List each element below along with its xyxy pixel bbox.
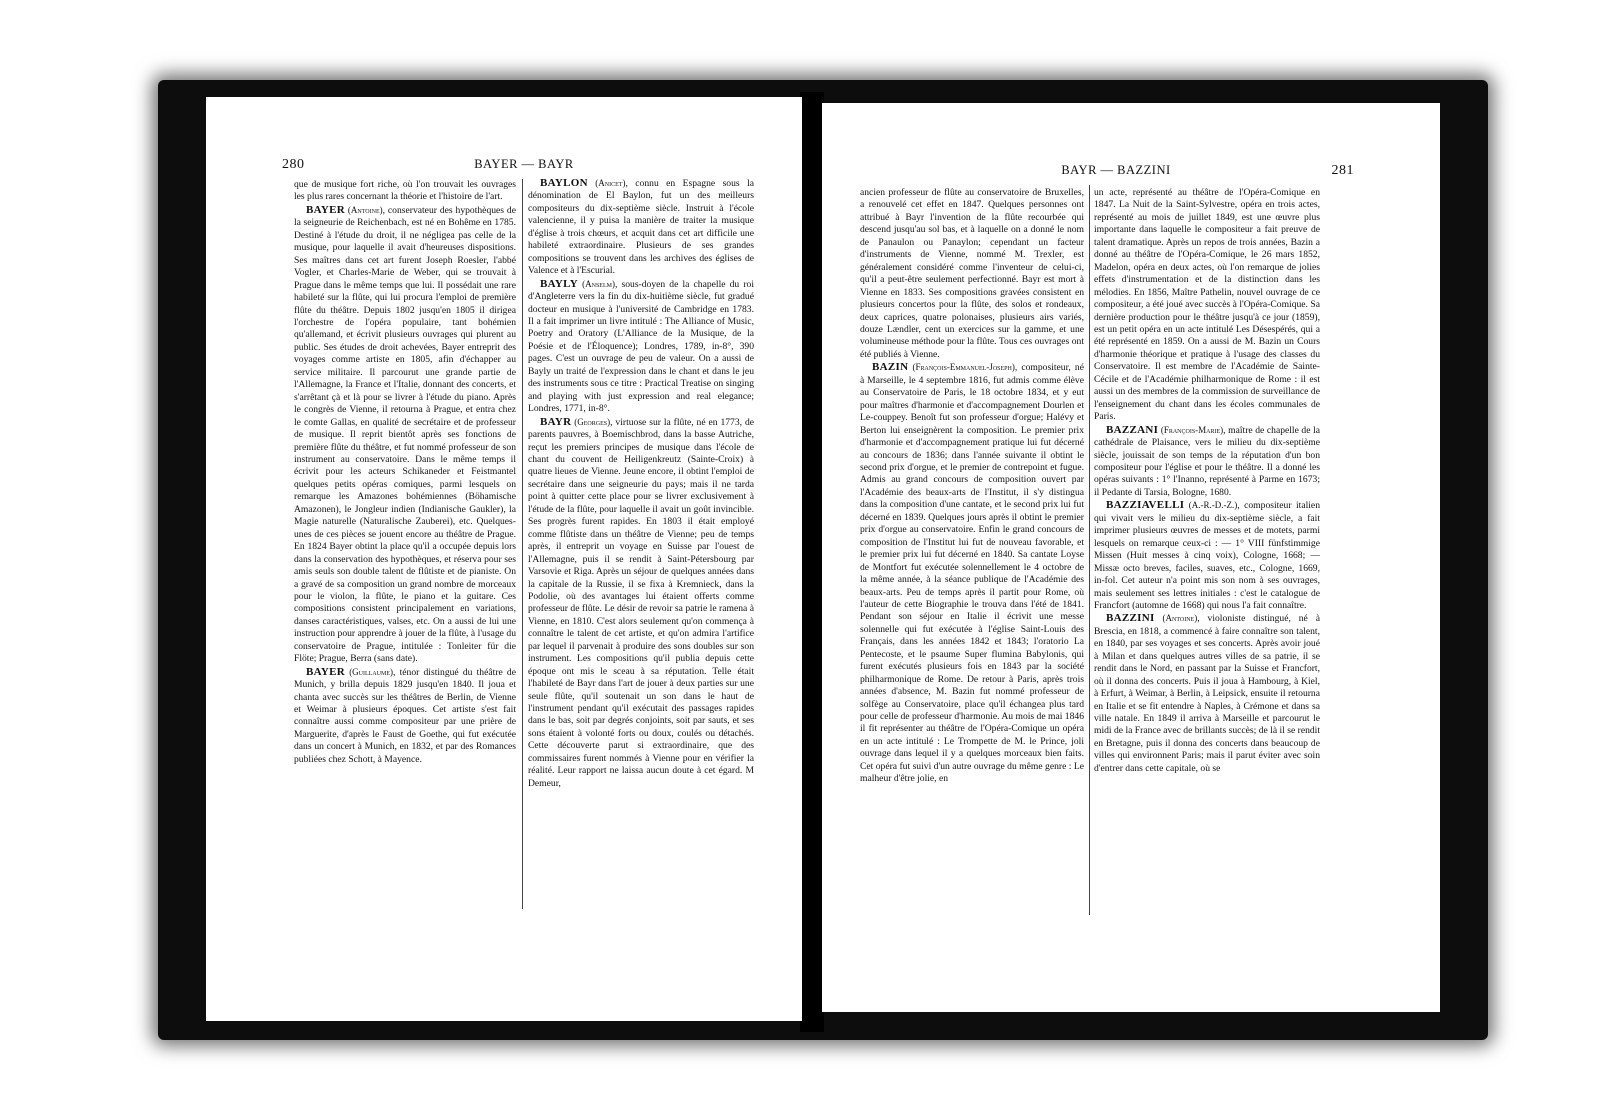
left-column-2 (528, 177, 754, 790)
right-column-1 (860, 187, 1084, 786)
headword: BAYR (540, 415, 572, 428)
book-gutter (800, 92, 824, 1032)
entry-text: , conservateur des hypothèques de la seigneurie de Reichenbach, est né en Bohême en 1785. Destiné à l'étude du droit, il ne négligea pas celle de la musique, pour laquelle il avait d'heureuses dispositions. Ses maîtres dans cet art furent Joseph Roesler, l'abbé Vogler, et Charles-Marie de Weber, qui se trouvait à Prague dans le même temps que lui. Il possédait une rare habileté sur la flûte, qui lui procura l'emploi de première flûte du théâtre. Depuis 1802 jusqu'en 1805 il dirigea l'orchestre de l'opéra populaire, tant bohémien qu'allemand, et écrivit plusieurs ouvrages qui plurent au public. Ses études de droit achevées, Bayer entreprit des voyages comme artiste en 1805, afin d'échapper au service militaire. Il parcourut une grande partie de l'Allemagne, la France et l'Italie, donnant des concerts, et s'arrêtant çà et là pour se livrer à l'étude du piano. Après le congrès de Vienne, il retourna à Prague, et entra chez le comte Gallas, en qualité de secrétaire et de professeur de musique. Il reprit bientôt après ses fonctions de première flûte du théâtre, et fut nommé professeur de son instrument au conservatoire. Dans le même temps il écrivit pour les acteurs Schikaneder et Feistmantel quelques petits opéras comiques, parmi lesquels on remarque les Amazones bohémiennes (Böhamische Amazonen), le Jongleur indien (Indianische Gaukler), la Magie naturelle (Naturalische Zauberei), etc. Quelques-unes de ces pièces se jouent encore au théâtre de Prague. En 1824 Bayer obtint la place qu'il a occupée depuis lors dans la conservation des hypothèques, et réserva pour ses amis seuls son double talent de flûtiste et de pianiste. On a gravé de sa composition un grand nombre de morceaux pour le violon, la flûte, le piano et la guitare. Ces compositions consistent principalement en variations, danses caractéristiques, valses, etc. On a aussi de lui une instruction pour apprendre à jouer de la flûte, à l'usage du conservatoire de Prague, intitulée : Tonleiter für die Flöte; Prague, Berra (sans date). (294, 204, 516, 665)
entry-text: , connu en Espagne sous la dénomination de El Baylon, fut un des meilleurs compositeurs du dix-septième siècle. Instruit à l'école valencienne, il y puisa la manière de traiter la musique d'église à trois chœurs, et acquit dans cet art difficile une habileté extraordinaire. Plusieurs de ses grandes compositions se trouvent dans les archives des églises de Valence et à l'Escurial. (528, 178, 754, 277)
entry-text: , violoniste distingué, né à Brescia, en 1818, a commencé à faire connaître son talent, en 1840, par ses voyages et ses concerts. Après avoir joué à Milan et dans quelques autres villes de sa patrie, il se rendit dans le Nord, en passant par la Suisse et Francfort, où il donna des concerts. Puis il joua à Hambourg, à Kiel, à Erfurt, à Weimar, à Berlin, à Leipsick, ensuite il retourna en Italie et se fit entendre à Naples, à Crémone et dans sa ville natale. En 1849 il arriva à Marseille et parcourut le midi de la France avec de brillants succès; de là il se rendit en Bretagne, puis il donna des concerts dans beaucoup de villes qui environnent Paris; mais il parut éviter avec soin d'entrer dans cette capitale, où se (1094, 613, 1320, 774)
headword: BAYLY (540, 277, 578, 290)
entry-continuation (1094, 187, 1320, 424)
headword-qualifier: (François-Emmanuel-Joseph) (912, 362, 1015, 373)
entry-text: , sous-doyen de la chapelle du roi d'Angleterre vers la fin du dix-huitième siècle, fut gradué docteur en musique à l'université de Cambridge en 1783. Il a fait imprimer un livre intitulé : The Alliance of Music, Poetry and Oratory (L'Alliance de la Musique, de la Poésie et de l'Éloquence); Londres, 1789, in-8°, 390 pages. C'est un ouvrage de peu de valeur. On a aussi de Bayly un traité de l'expression dans le chant et dans le jeu des instruments sous ce titre : Practical Treatise on singing and playing with just expression and real elegance; Londres, 1771, in-8°. (528, 278, 754, 415)
entry-text: , ténor distingué du théâtre de Munich, y brilla depuis 1829 jusqu'en 1840. Il joua et chanta avec succès sur les théâtres de Berlin, de Vienne et Weimar à plusieurs époques. Cet artiste s'est fait connaître aussi comme compositeur par une prière de Marguerite, d'après le Faust de Goethe, qui fut exécutée dans un concert à Munich, en 1832, et par des Romances publiées chez Schott, à Mayence. (294, 666, 516, 765)
entry-text: , compositeur, né à Marseille, le 4 septembre 1816, fut admis comme élève au Conservatoire de Paris, le 18 octobre 1834, et y eut pour maîtres d'harmonie et d'accompagnement Dourlen et Le-couppey. Benoît fut son professeur d'orgue; Halévy et Berton lui enseignèrent la composition. Le premier prix d'harmonie et d'accompagnement pratique lui fut décerné au concours de 1836; dans l'année suivante il obtint le second prix d'orgue, et le premier de contrepoint et fugue. Admis au grand concours de composition ouvert par l'Académie des beaux-arts de l'Institut, il s'y distingua dans la composition d'une cantate, et le second prix lui fut décerné en 1839. Quelques jours après il obtint le premier prix d'orgue au conservatoire. Enfin le grand concours de composition de l'Institut lui fut de nouveau favorable, et le premier prix lui fut décerné en 1840. Sa cantate Loyse de Montfort fut exécutée solennellement le 4 octobre de la même année, à la séance publique de l'Académie des beaux-arts. Peu de temps après il partit pour Rome, où l'auteur de cette Biographie le trouva dans l'été de 1841. Pendant son séjour en Italie il écrivit une messe solennelle qui fut exécutée à l'église Saint-Louis des Français, dans les années 1842 et 1843; l'oratorio La Pentecoste, et le psaume Super flumina Babylonis, qui furent exécutés plusieurs fois en 1843 par la société philharmonique de Rome. De retour à Paris, après trois années d'absence, M. Bazin fut nommé professeur de solfège au Conservatoire, place qu'il échangea plus tard pour celle de professeur d'harmonie. Au mois de mai 1846 il fit représenter au théâtre de l'Opéra-Comique un opéra en un acte intitulé : Le Trompette de M. le Prince, joli ouvrage dans lequel il y a quelques morceaux bien faits. Cet opéra fut suivi d'un autre ouvrage du même genre : Le malheur d'être jolie, en (860, 362, 1084, 785)
headword: BAZIN (872, 361, 909, 374)
left-page (206, 97, 802, 1021)
entry-text: que de musique fort riche, où l'on trouvait les ouvrages les plus rares concernant la théorie et l'histoire de l'art. (294, 179, 516, 203)
entry-bayr (528, 416, 754, 791)
entry-text: , compositeur italien qui vivait vers le milieu du dix-septième siècle, a fait imprimer plusieurs œuvres de messes et de motets, parmi lesquels on remarque ceux-ci : — 1° VIII fünfstimmige Missen (Huit messes à cinq voix), Cologne, 1668; — Missæ octo breves, faciles, suaves, etc., Cologne, 1669, in-fol. Cet auteur n'a point mis son nom à ses ouvrages, mais seulement ses lettres initiales : c'est le catalogue de Francfort (automne de 1668) qui nous l'a fait connaître. (1094, 500, 1320, 611)
headword-qualifier: (Guillaume) (349, 666, 394, 677)
entry-bazzani (1094, 424, 1320, 500)
left-running-head (206, 157, 802, 175)
entry-continuation (294, 179, 516, 204)
entry-bazin (860, 361, 1084, 785)
left-column-1 (294, 179, 516, 766)
headword: BAYER (306, 203, 345, 216)
right-column-rule (1089, 185, 1090, 915)
headword: BAZZIAVELLI (1106, 499, 1185, 512)
entry-text: , virtuose sur la flûte, né en 1773, de parents pauvres, à Boemischbrod, dans la basse Autriche, reçut les premiers principes de musique dans l'école de chant du couvent de Heiligenkreutz (Sainte-Croix) à quatre lieues de Vienne. Jeune encore, il obtint l'emploi de secrétaire dans une seigneurie du pays; mais il ne tarda point à quitter cette place pour se livrer exclusivement à l'étude de la flûte, pour laquelle il avait un goût invincible. Ses progrès furent rapides. En 1803 il était employé comme flûtiste dans un théâtre de Vienne; peu de temps après, il entreprit un voyage en Suisse par l'ouest de l'Allemagne, puis il se rendit à Saint-Pétersbourg par Varsovie et Riga. Après un séjour de quelques années dans la capitale de la Russie, il se fixa à Kremnieck, dans la Podolie, où des avantages lui étaient offerts comme professeur de flûte. Le désir de revoir sa patrie le ramena à Vienne, en 1810. C'est alors seulement qu'on commença à connaître le talent de cet artiste, et qu'on admira l'artifice par lequel il parvenait à produire des sons doubles sur son instrument. Les compositions qu'il publia depuis cette époque ont mis le sceau à sa réputation. Telle était l'habileté de Bayr dans l'art de jouer à deux parties sur une seule flûte, qu'il soutenait un son dans le haut de l'instrument pendant qu'il exécutait des passages rapides dans le bas, soit par degrés conjoints, soit par sauts, et ses sons étaient à volonté forts ou doux, coulés ou détachés. Cette découverte parut si extraordinaire, que des commissaires furent nommés à Vienne pour en vérifier la réalité. Leur rapport ne laissa aucun doute à cet égard. M Demeur, (528, 416, 754, 789)
entry-text: , maître de chapelle de la cathédrale de Plaisance, vers le milieu du dix-septième siècle, jouissait de son temps de la réputation d'un bon compositeur pour l'église et pour le théâtre. Il a donné les opéras suivants : 1° l'Inanno, représenté à Parme en 1673; il Pedante di Tarsia, Bologne, 1680. (1094, 424, 1320, 498)
left-page-number: 280 (282, 157, 305, 172)
entry-continuation (860, 187, 1084, 361)
entry-bayer-antoine (294, 204, 516, 666)
entry-bazzini (1094, 612, 1320, 775)
right-page-number: 281 (1331, 163, 1354, 178)
headword: BAZZINI (1106, 612, 1155, 625)
right-running-title: BAYR — BAZZINI (1061, 163, 1171, 177)
left-column-rule (522, 179, 523, 909)
left-running-title: BAYER — BAYR (474, 157, 574, 171)
entry-bazziavelli (1094, 499, 1320, 612)
headword: BAZZANI (1106, 423, 1159, 436)
headword-qualifier: (Anselm) (582, 278, 615, 289)
entry-text: un acte, représenté au théâtre de l'Opéra-Comique en 1847. La Nuit de la Saint-Sylvestre, opéra en trois actes, représenté au mois de juillet 1849, est une œuvre plus importante dans laquelle le compositeur a fait preuve de talent dramatique. Après un repos de trois années, Bazin a donné au théâtre de l'Opéra-Comique, le 26 mars 1852, Madelon, opéra en deux actes, où l'on remarque de jolies effets d'instrumentation et de la distinction dans les mélodies. En 1856, Maître Pathelin, nouvel ouvrage de ce compositeur, a été joué avec succès à l'Opéra-Comique. Sa dernière production pour le théâtre jusqu'à ce jour (1859), est un petit opéra en un acte intitulé Les Désespérés, qui a été représenté en 1859. On a aussi de M. Bazin un Cours d'harmonie théorique et pratique à l'usage des classes du Conservatoire. Il est membre de l'Académie de Sainte-Cécile et de l'Académie philharmonique de Rome : il est aussi un des membres de la commission de surveillance de l'enseignement du chant dans les écoles communales de Paris. (1094, 187, 1320, 423)
right-page (822, 103, 1440, 1012)
headword: BAYER (306, 665, 345, 678)
entry-baylon (528, 177, 754, 278)
headword-qualifier: (Antoine) (1162, 613, 1198, 624)
headword-qualifier: (Anicet) (595, 178, 626, 188)
headword-qualifier: (Georges) (574, 416, 611, 427)
entry-bayly (528, 278, 754, 416)
right-column-2 (1094, 187, 1320, 775)
entry-text: ancien professeur de flûte au conservatoire de Bruxelles, a renouvelé cet effet en 1847. Quelques personnes ont attribué à Bayr l'invention de la flûte recourbée qui descend jusqu'au sol bas, et à laquelle on a donné le nom de Panaulon ou Panaylon; cependant un facteur d'instruments de Vienne, nommé M. Trexler, est généralement considéré comme l'inventeur de celui-ci, qu'il a peut-être seulement perfectionné. Bayr est mort à Vienne en 1833. Ses compositions gravées consistent en plusieurs concertos pour la flûte, des solos et rondeaux, deux caprices, quatre polonaises, plusieurs airs variés, douze Lændler, cent un exercices sur la gamme, et une volumineuse méthode pour la flûte. Tous ces ouvrages ont été publiés à Vienne. (860, 187, 1084, 360)
headword-qualifier: (Antoine) (347, 204, 383, 215)
headword: BAYLON (540, 177, 588, 189)
headword-qualifier: (François-Marie) (1160, 424, 1224, 435)
headword-qualifier: (A.-R.-D.-Z.) (1188, 500, 1238, 511)
entry-bayer-guillaume (294, 666, 516, 767)
right-running-head (822, 163, 1440, 181)
